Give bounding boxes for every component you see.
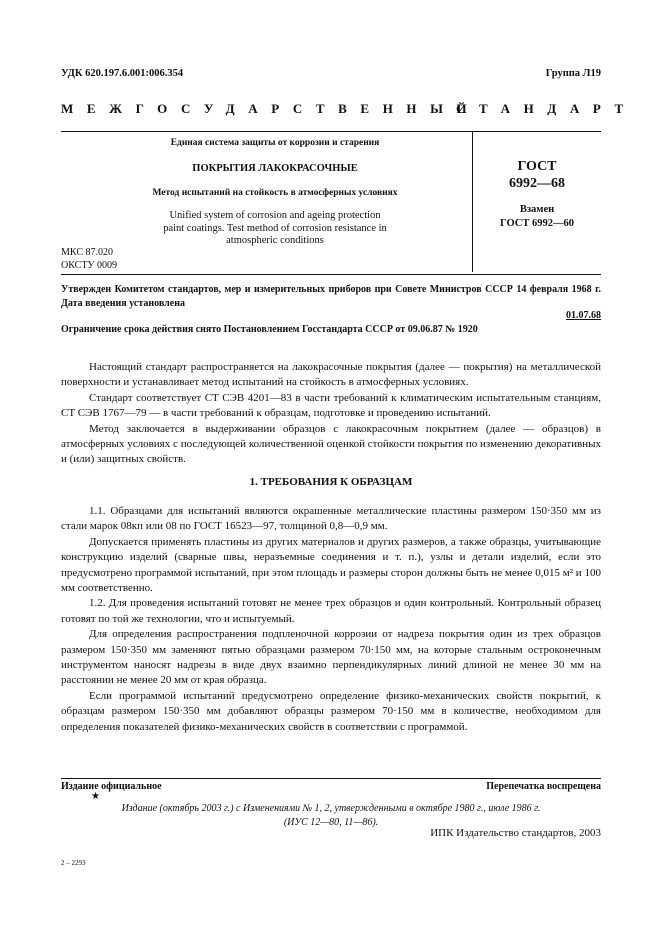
introduction — [61, 360, 601, 468]
classification-codes — [61, 247, 117, 272]
footer-rule — [61, 778, 601, 779]
official-edition-label: Издание официальное — [61, 781, 162, 792]
system-title: Единая система защиты от коррозии и старения — [170, 138, 380, 148]
udk-code: УДК 620.197.6.001:006.354 — [61, 68, 184, 79]
section-paragraph: Если программой испытаний предусмотрено определение физико-механических свойств покрытий, к образцам размером 150·350 мм добавляют образцы размером 70·150 мм в количестве, необходимом для определения показателей физико-механических свойств в соответствии с программой. — [61, 689, 601, 733]
banner-standard: СТАНДАРТ — [456, 101, 637, 116]
validity-limit-note: Ограничение срока действия снято Постановлением Госстандарта СССР от 09.06.87 № 1920 — [61, 324, 478, 335]
gost-number-block — [472, 158, 602, 192]
gost-number: 6992—68 — [509, 176, 565, 191]
section-paragraph: Для определения распространения подпленочной коррозии от надреза покрытия один из трех образцов размером 150·350 мм заменяют пятью образцами размером 70·150 мм, на которые стальным остроконечным инструментом наносят надрезы в виде двух взаимно перпендикулярных линий длиной не менее 30 мм на расстоянии не менее 20 мм от края образца. — [61, 628, 601, 687]
mks-code: МКС 87.020 — [61, 247, 113, 258]
replaces-block — [472, 203, 602, 231]
document-subtitle: Метод испытаний на стойкость в атмосферных условиях — [152, 188, 398, 198]
english-title — [110, 210, 440, 248]
title-column-divider — [472, 132, 473, 272]
section-paragraph: 1.1. Образцами для испытаний являются окрашенные металлические пластины размером 150·350 мм из стали марок 08кп или 08 по ГОСТ 16523—97, толщиной 0,8—0,9 мм. — [61, 505, 601, 533]
title-bottom-rule — [61, 274, 601, 275]
intro-paragraph: Стандарт соответствует СТ СЭВ 4201—83 в части требований к климатическим испытательным станциям, СТ СЭВ 1767—79 — в части требований к образцам, подготовке и проведению испытаний. — [61, 391, 601, 420]
intro-paragraph: Настоящий стандарт распространяется на лакокрасочные покрытия (далее — покрытия) на металлической поверхности и устанавливает метод испытаний на стойкость в атмосферных условиях. — [61, 361, 601, 389]
english-title-line: atmospheric conditions — [226, 235, 324, 246]
replaces-standard: ГОСТ 6992—60 — [500, 218, 574, 229]
edition-note-line: Издание (октябрь 2003 г.) с Изменениями № 1, 2, утвержденными в октябре 1980 г., июле 1986 г. — [121, 803, 541, 814]
section-1-body — [61, 504, 601, 735]
banner-interstate: МЕЖГОСУДАРСТВЕННЫЙ — [61, 101, 481, 116]
document-title: ПОКРЫТИЯ ЛАКОКРАСОЧНЫЕ — [192, 163, 358, 174]
group-code: Группа Л19 — [545, 68, 601, 79]
print-code: 2 – 2293 — [61, 859, 86, 867]
edition-note — [61, 802, 601, 830]
english-title-line: Unified system of corrosion and ageing protection — [169, 210, 381, 221]
title-top-rule — [61, 131, 601, 132]
section-paragraph: Допускается применять пластины из других материалов и других размеров, а также образцы, учитывающие конструкцию изделий (сварные швы, неразъемные соединения и т. п.), узлы и детали изделий, если это предусмотрено программой испытаний, при этом площадь и размеры сторон должны быть не менее 0,015 м² и 100 мм соответственно. — [61, 535, 601, 595]
section-paragraph: 1.2. Для проведения испытаний готовят не менее трех образцов и один контрольный. Контрольный образец готовят по той же технологии, что и испытуемый. — [61, 597, 601, 625]
gost-label: ГОСТ — [517, 159, 557, 174]
edition-note-line: (ИУС 12—80, 11—86). — [283, 817, 379, 828]
english-title-line: paint coatings. Test method of corrosion resistance in — [163, 222, 387, 234]
approval-text: Утвержден Комитетом стандартов, мер и измерительных приборов при Совете Министров СССР 14 февраля 1968 г. Дата введения установлена — [61, 284, 601, 309]
intro-paragraph: Метод заключается в выдерживании образцов с лакокрасочным покрытием (далее — образцов) в атмосферных условиях с последующей количественной оценкой стойкости покрытия по изменению декоративных и (или) защитных свойств. — [61, 422, 601, 466]
okstu-code: ОКСТУ 0009 — [61, 259, 118, 271]
star-icon: ★ — [91, 791, 100, 802]
section-1-heading: 1. ТРЕБОВАНИЯ К ОБРАЗЦАМ — [249, 476, 413, 488]
publisher-line: ИПК Издательство стандартов, 2003 — [430, 827, 601, 839]
effective-date: 01.07.68 — [566, 310, 601, 321]
reprint-prohibited-label: Перепечатка воспрещена — [486, 781, 601, 792]
replaces-label: Взамен — [519, 204, 555, 215]
